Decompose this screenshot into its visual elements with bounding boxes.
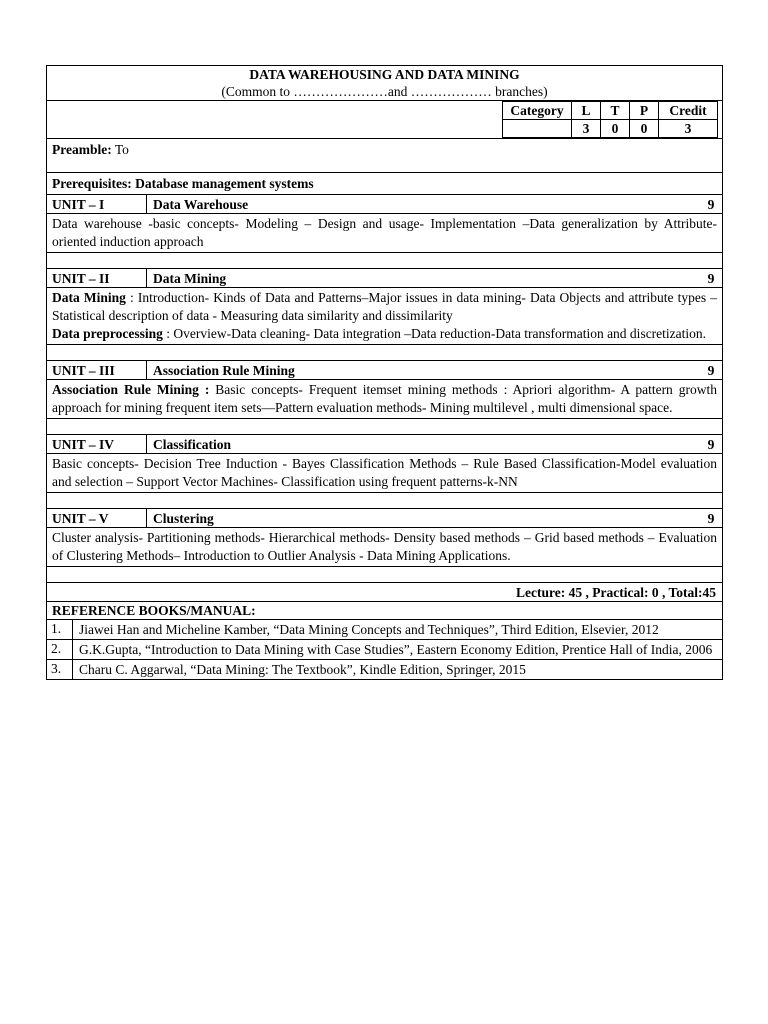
ltp-header-t: T <box>601 102 630 120</box>
course-title-block <box>46 65 723 101</box>
unit-content-heading: Data Mining <box>52 290 126 305</box>
unit-content: Data warehouse -basic concepts- Modeling – Design and usage- Implementation –Data generalization by Attribute-oriented induction approach <box>52 216 717 249</box>
unit-content: Basic concepts- Frequent itemset mining methods : Apriori algorithm- A pattern growth approach for mining frequent item sets—Pattern evaluation methods- Mining multilevel , multi dimensional space. <box>52 382 717 415</box>
ltp-header-category: Category <box>503 102 572 120</box>
unit-4-body <box>46 454 723 493</box>
ltp-value-p: 0 <box>630 120 659 138</box>
prerequisites-row <box>46 173 723 195</box>
preamble-label: Preamble: <box>52 142 112 157</box>
unit-title: Classification <box>153 437 232 452</box>
unit-hours: 9 <box>707 197 715 212</box>
unit-3-body <box>46 380 723 419</box>
unit-content-heading: Association Rule Mining : <box>52 382 210 397</box>
unit-content-heading: Data preprocessing <box>52 326 163 341</box>
unit-number: UNIT – V <box>47 509 147 527</box>
unit-number: UNIT – II <box>47 269 147 287</box>
spacer-row <box>46 253 723 269</box>
ltp-header-l: L <box>572 102 601 120</box>
ltp-header-p: P <box>630 102 659 120</box>
unit-number: UNIT – I <box>47 195 147 213</box>
prerequisites-text: Prerequisites: Database management systems <box>52 176 314 191</box>
reference-item <box>46 660 723 680</box>
reference-text: Charu C. Aggarwal, “Data Mining: The Textbook”, Kindle Edition, Springer, 2015 <box>79 662 526 677</box>
unit-paragraph <box>52 289 717 325</box>
unit-paragraph <box>52 325 717 343</box>
credits-row <box>46 101 723 139</box>
unit-hours: 9 <box>707 363 715 378</box>
unit-content: Cluster analysis- Partitioning methods- Hierarchical methods- Density based methods – Grid based methods – Evaluation of Clustering Methods– Introduction to Outlier Analysis - Data Mining Applications. <box>52 530 717 563</box>
unit-5-header <box>46 509 723 528</box>
spacer-row <box>46 567 723 583</box>
spacer-row <box>46 493 723 509</box>
ltp-value-t: 0 <box>601 120 630 138</box>
unit-title: Data Mining <box>153 271 227 286</box>
syllabus-sheet <box>46 65 723 680</box>
unit-content: : Introduction- Kinds of Data and Patterns–Major issues in data mining- Data Objects and attribute types –Statistical description of data - Measuring data similarity and dissimilarity <box>52 290 717 323</box>
unit-2-header <box>46 269 723 288</box>
unit-2-body <box>46 288 723 345</box>
unit-content: Basic concepts- Decision Tree Induction - Bayes Classification Methods – Rule Based Classification-Model evaluation and selection – Support Vector Machines- Classification using frequent patterns-k-NN <box>52 456 717 489</box>
reference-item <box>46 640 723 660</box>
spacer-row <box>46 419 723 435</box>
preamble-row <box>46 139 723 173</box>
reference-text: G.K.Gupta, “Introduction to Data Mining with Case Studies”, Eastern Economy Edition, Prentice Hall of India, 2006 <box>79 642 713 657</box>
preamble-text: To <box>114 142 129 157</box>
unit-title: Association Rule Mining <box>153 363 295 378</box>
reference-number: 3. <box>47 660 73 679</box>
unit-number: UNIT – III <box>47 361 147 379</box>
spacer-row <box>46 345 723 361</box>
ltp-header-credit: Credit <box>659 102 718 120</box>
unit-hours: 9 <box>707 511 715 526</box>
ltp-table <box>502 101 718 138</box>
course-title: DATA WAREHOUSING AND DATA MINING <box>249 67 520 82</box>
unit-number: UNIT – IV <box>47 435 147 453</box>
reference-number: 2. <box>47 640 73 659</box>
references-heading: REFERENCE BOOKS/MANUAL: <box>46 602 723 620</box>
hours-total: Lecture: 45 , Practical: 0 , Total:45 <box>46 583 723 602</box>
ltp-value-l: 3 <box>572 120 601 138</box>
unit-1-body <box>46 214 723 253</box>
reference-item <box>46 620 723 640</box>
unit-4-header <box>46 435 723 454</box>
unit-3-header <box>46 361 723 380</box>
unit-title: Clustering <box>153 511 214 526</box>
reference-number: 1. <box>47 620 73 639</box>
unit-5-body <box>46 528 723 567</box>
unit-hours: 9 <box>707 271 715 286</box>
unit-1-header <box>46 195 723 214</box>
unit-hours: 9 <box>707 437 715 452</box>
course-subtitle: (Common to …………………and ……………… branches) <box>221 84 548 99</box>
reference-text: Jiawei Han and Micheline Kamber, “Data Mining Concepts and Techniques”, Third Edition, Elsevier, 2012 <box>79 622 659 637</box>
unit-content: : Overview-Data cleaning- Data integration –Data reduction-Data transformation and discretization. <box>162 326 707 341</box>
unit-title: Data Warehouse <box>153 197 249 212</box>
ltp-value-credit: 3 <box>659 120 718 138</box>
ltp-value-category <box>503 120 572 138</box>
